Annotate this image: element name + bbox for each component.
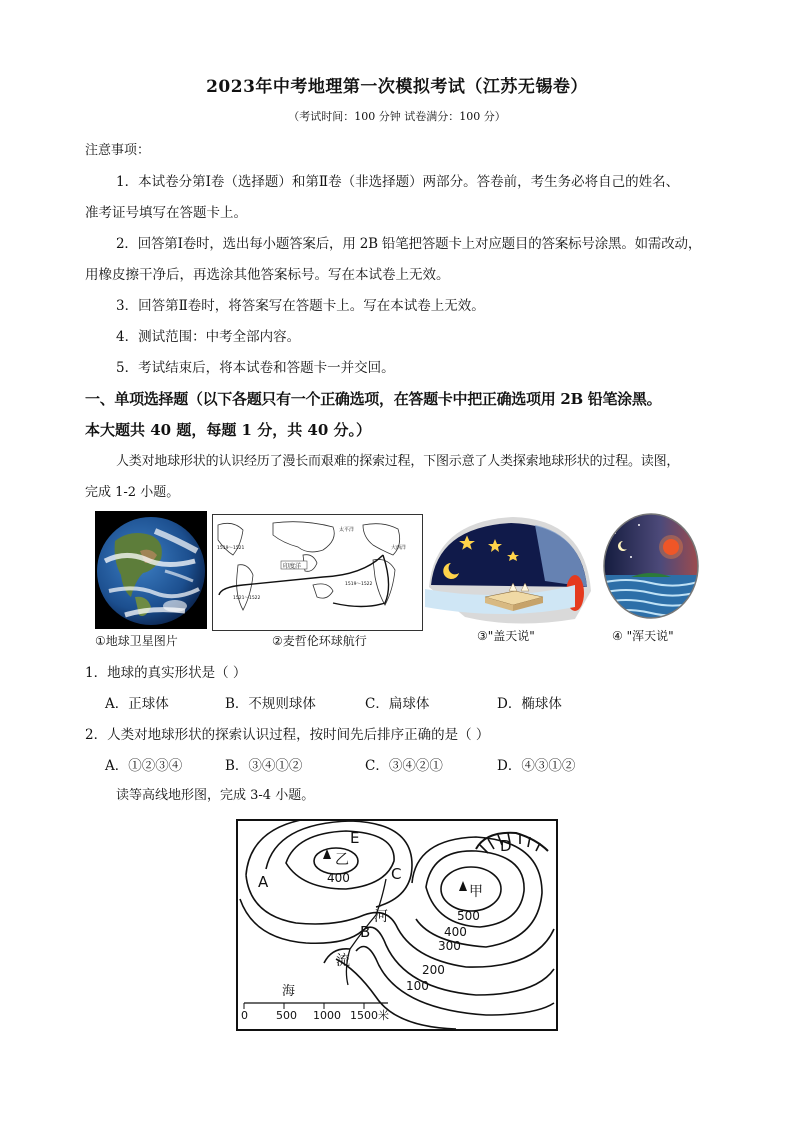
map-label-atlantic: 大西洋 [391, 545, 407, 551]
section-heading-line-1: 一、单项选择题（以下各题只有一个正确选项，在答题卡中把正确选项用 2B 铅笔涂黑。 [85, 390, 662, 408]
map-label-pacific: 太平洋 [339, 527, 355, 533]
q1-stem: 1．地球的真实形状是（ ） [85, 665, 247, 681]
figure-3-caption: ③"盖天说" [477, 629, 535, 643]
contour-label-200: 200 [422, 963, 445, 977]
label-D: D [500, 837, 512, 855]
note-5: 5．考试结束后，将本试卷和答题卡一并交回。 [116, 360, 395, 376]
q34-intro: 读等高线地形图，完成 3-4 小题。 [116, 788, 315, 803]
dome-heaven-illustration [425, 511, 595, 629]
figure-4-caption: ④ "浑天说" [612, 629, 674, 643]
q1-option-d[interactable]: D．椭球体 [497, 696, 562, 712]
scale-label-1500: 1500 [350, 1009, 378, 1022]
map-label-year-2: 1521～1522 [233, 596, 261, 601]
map-label-indian-ocean: 印度洋 [283, 563, 302, 570]
q2-option-d[interactable]: D．④③①② [497, 758, 576, 774]
contour-label-400-right: 400 [444, 925, 467, 939]
page-title: 2023年中考地理第一次模拟考试（江苏无锡卷） [206, 77, 588, 97]
contour-map [236, 819, 558, 1031]
contour-label-400-left: 400 [327, 871, 350, 885]
label-E: E [350, 829, 360, 847]
q2-option-c[interactable]: C．③④②① [365, 758, 443, 774]
scale-label-1000: 1000 [313, 1009, 341, 1022]
note-2-line-2: 用橡皮擦干净后，再选涂其他答案标号。写在本试卷上无效。 [85, 267, 450, 283]
q1-option-b[interactable]: B．不规则球体 [225, 696, 316, 712]
contour-label-500: 500 [457, 909, 480, 923]
figure-1-caption: ①地球卫星图片 [95, 634, 178, 648]
peak-jia-label: 甲 [469, 884, 483, 900]
scale-unit: 米 [378, 1009, 389, 1022]
section-heading-line-2: 本大题共 40 题，每题 1 分，共 40 分。） [85, 421, 372, 439]
q2-option-a[interactable]: A．①②③④ [105, 758, 183, 774]
q1-option-a[interactable]: A．正球体 [105, 696, 169, 712]
contour-label-100: 100 [406, 979, 429, 993]
sea-label: 海 [282, 984, 296, 999]
notes-heading: 注意事项： [85, 143, 151, 158]
note-3: 3．回答第Ⅱ卷时，将答案写在答题卡上。写在本试卷上无效。 [116, 298, 485, 314]
q2-option-b[interactable]: B．③④①② [225, 758, 303, 774]
exam-info: （考试时间：100 分钟 试卷满分：100 分） [288, 110, 506, 123]
scale-label-0: 0 [241, 1009, 248, 1022]
label-A: A [258, 873, 269, 891]
note-4: 4．测试范围：中考全部内容。 [116, 329, 301, 345]
celestial-sphere-illustration [601, 511, 701, 621]
peak-yi-label: 乙 [335, 852, 349, 868]
figure-2-caption: ②麦哲伦环球航行 [272, 634, 367, 648]
river-label-1: 河 [374, 909, 388, 925]
q1-option-c[interactable]: C．扁球体 [365, 696, 430, 712]
earth-satellite-image [95, 511, 207, 629]
note-1-line-2: 准考证号填写在答题卡上。 [85, 205, 247, 221]
map-label-year-1: 1519～1521 [217, 546, 245, 551]
map-label-year-3: 1519～1522 [345, 582, 373, 587]
label-B: B [360, 923, 371, 941]
note-2-line-1: 2．回答第Ⅰ卷时，选出每小题答案后，用 2B 铅笔把答题卡上对应题目的答案标号涂黑。如需改动， [116, 236, 702, 252]
intro-line-1: 人类对地球形状的认识经历了漫长而艰难的探索过程，下图示意了人类探索地球形状的过程。读图， [116, 454, 680, 469]
intro-line-2: 完成 1-2 小题。 [85, 485, 180, 500]
label-C: C [391, 865, 402, 883]
note-1-line-1: 1．本试卷分第Ⅰ卷（选择题）和第Ⅱ卷（非选择题）两部分。答卷前，考生务必将自己的姓名、 [116, 174, 680, 190]
river-label-2: 流 [336, 953, 350, 969]
q2-stem: 2．人类对地球形状的探索认识过程，按时间先后排序正确的是（ ） [85, 727, 490, 743]
contour-label-300: 300 [438, 939, 461, 953]
magellan-route-map [212, 514, 423, 631]
scale-label-500: 500 [276, 1009, 297, 1022]
